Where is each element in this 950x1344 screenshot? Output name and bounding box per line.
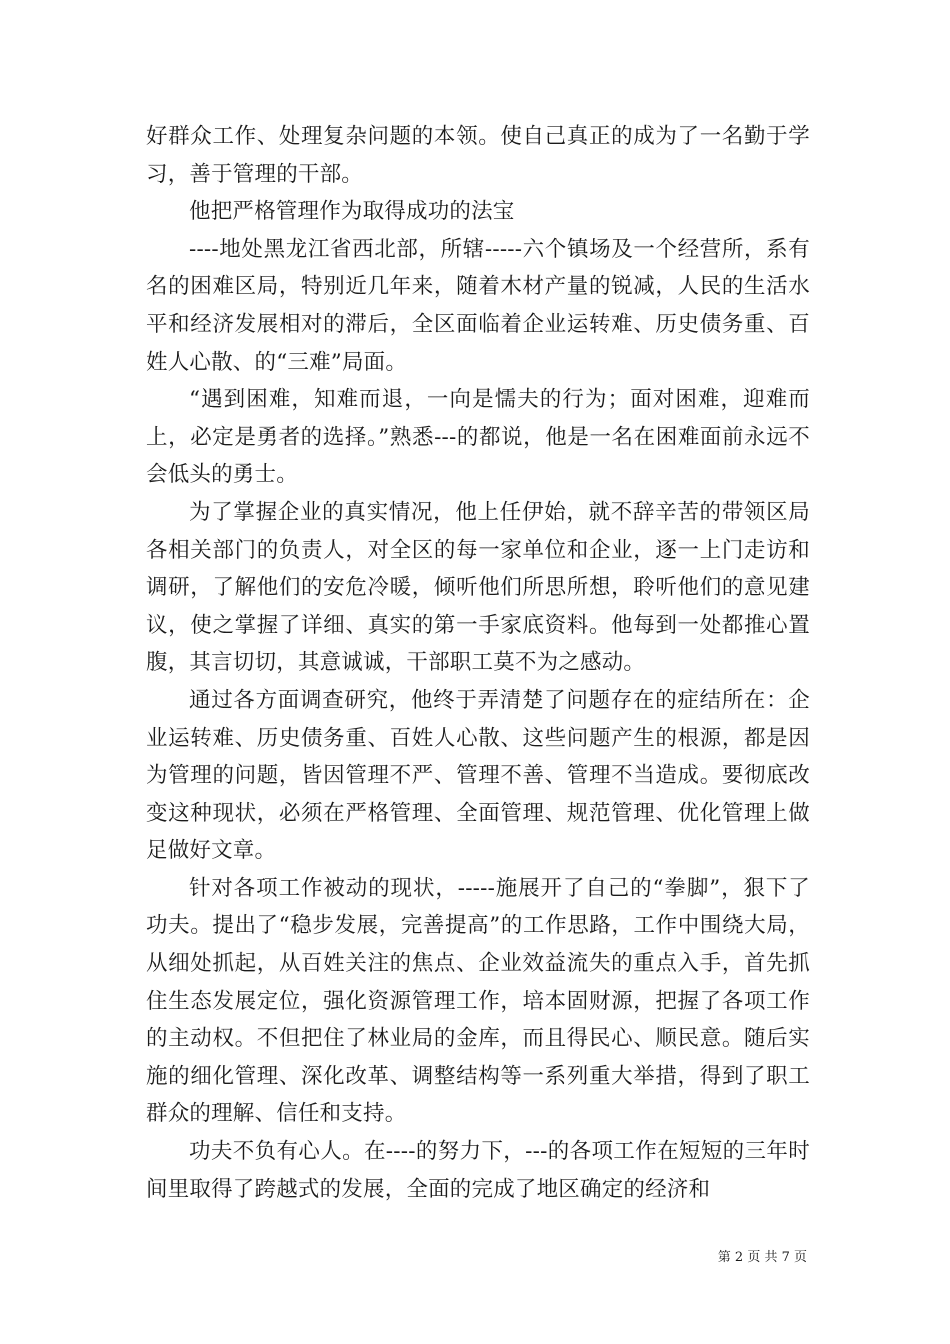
paragraph: 通过各方面调查研究，他终于弄清楚了问题存在的症结所在：企业运转难、历史债务重、百姓人心散、这些问题产生的根源，都是因为管理的问题，皆因管理不严、管理不善、管理不当造成。要彻底改变这种现状，必须在严格管理、全面管理、规范管理、优化管理上做足做好文章。 bbox=[146, 687, 810, 864]
paragraph: “遇到困难，知难而退，一向是懦夫的行为；面对困难，迎难而上，必定是勇者的选择。”熟悉---的都说，他是一名在困难面前永远不会低头的勇士。 bbox=[146, 387, 810, 488]
section-heading: 他把严格管理作为取得成功的法宝 bbox=[189, 199, 515, 225]
page-number: 第 2 页 共 7 页 bbox=[717, 1250, 807, 1265]
paragraph: 功夫不负有心人。在----的努力下，---的各项工作在短短的三年时间里取得了跨越式的发展，全面的完成了地区确定的经济和 bbox=[146, 1139, 810, 1202]
paragraph-continuation: 好群众工作、处理复杂问题的本领。使自己真正的成为了一名勤于学习，善于管理的干部。 bbox=[146, 124, 810, 187]
paragraph: 为了掌握企业的真实情况，他上任伊始，就不辞辛苦的带领区局各相关部门的负责人，对全区的每一家单位和企业，逐一上门走访和调研，了解他们的安危冷暖，倾听他们所思所想，聆听他们的意见建议，使之掌握了详细、真实的第一手家底资料。他每到一处都推心置腹，其言切切，其意诚诚，干部职工莫不为之感动。 bbox=[146, 499, 810, 676]
paragraph: 针对各项工作被动的现状，-----施展开了自己的“拳脚”，狠下了功夫。提出了“稳步发展，完善提高”的工作思路，工作中围绕大局，从细处抓起，从百姓关注的焦点、企业效益流失的重点入手，首先抓住生态发展定位，强化资源管理工作，培本固财源，把握了各项工作的主动权。不但把住了林业局的金库，而且得民心、顺民意。随后实施的细化管理、深化改革、调整结构等一系列重大举措，得到了职工群众的理解、信任和支持。 bbox=[146, 875, 810, 1127]
paragraph: ----地处黑龙江省西北部，所辖-----六个镇场及一个经营所，系有名的困难区局，特别近几年来，随着木材产量的锐减，人民的生活水平和经济发展相对的滞后，全区面临着企业运转难、历史债务重、百姓人心散、的“三难”局面。 bbox=[146, 236, 810, 375]
body-text bbox=[146, 118, 810, 1208]
